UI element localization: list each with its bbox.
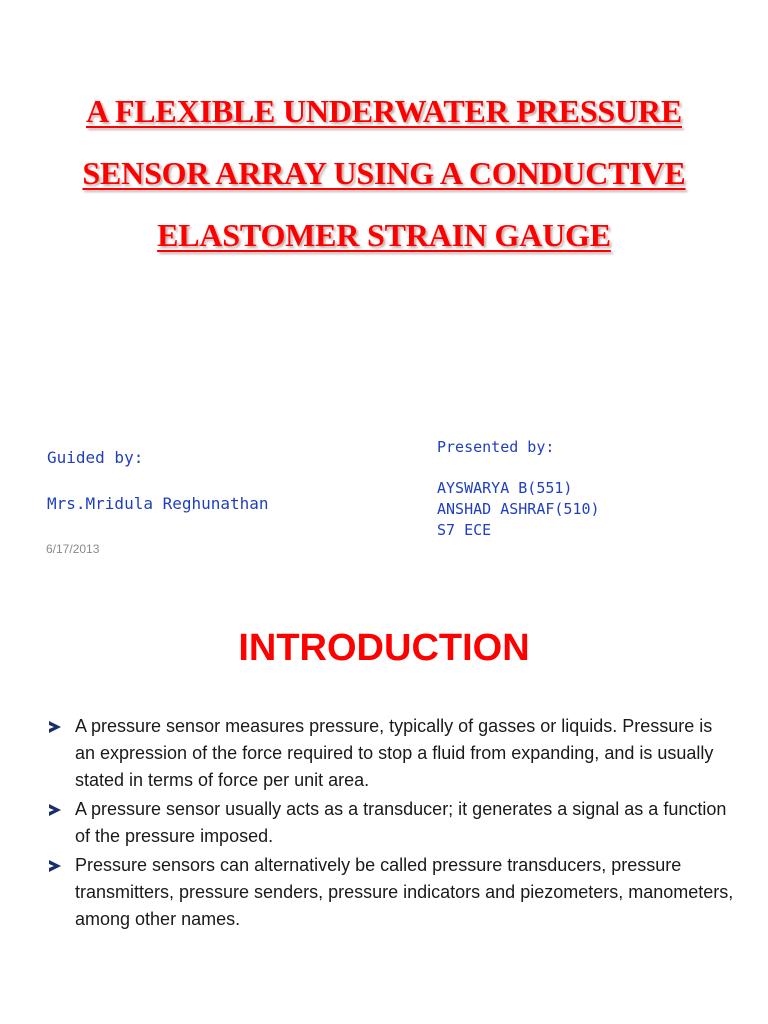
bullet-text: A pressure sensor measures pressure, typically of gasses or liquids. Pressure is an expression of the force required to stop a fluid from expanding, and is usually stated in terms of force per unit area. [75,716,714,790]
bullet-item [47,796,737,850]
presenter-list [437,478,600,541]
arrowhead-bullet-icon [49,860,61,872]
presented-by-label: Presented by: [437,438,555,456]
guide-name: Mrs.Mridula Reghunathan [47,494,269,513]
presenter-2: ANSHAD ASHRAF(510) [437,500,600,518]
bullet-text: A pressure sensor usually acts as a transducer; it generates a signal as a function of the pressure imposed. [75,799,727,846]
presenter-class: S7 ECE [437,521,492,539]
introduction-slide [0,580,768,1024]
introduction-heading: INTRODUCTION [238,627,530,669]
title-line-1: A FLEXIBLE UNDERWATER PRESSURE [86,93,682,129]
presenter-1: AYSWARYA B(551) [437,479,573,497]
bullet-item [47,713,737,794]
bullet-item [47,852,737,933]
guided-by-label: Guided by: [47,448,144,467]
arrowhead-bullet-icon [49,804,61,816]
bullet-text: Pressure sensors can alternatively be called pressure transducers, pressure transmitters, pressure senders, pressure indicators and piezometers, manometers, among other names. [75,855,734,929]
arrowhead-bullet-icon [49,721,61,733]
title-line-3: ELASTOMER STRAIN GAUGE [157,217,611,253]
title-line-2: SENSOR ARRAY USING A CONDUCTIVE [82,155,686,191]
slide-title [10,80,758,266]
bullet-list [47,713,737,935]
slide-date: 6/17/2013 [46,542,100,556]
